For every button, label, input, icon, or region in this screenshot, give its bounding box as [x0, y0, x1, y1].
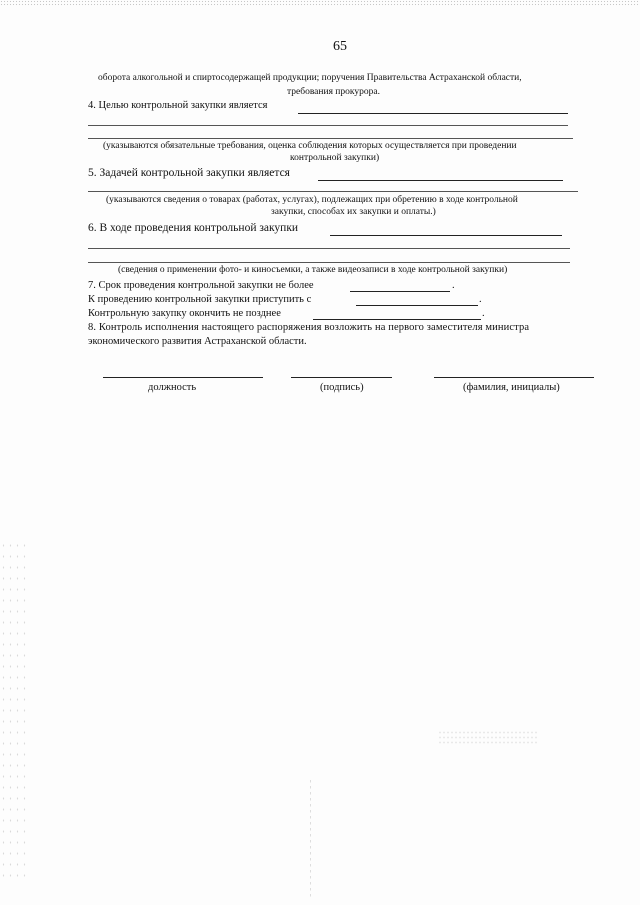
scan-artifact-line — [310, 780, 311, 900]
item-6-blank-line-2 — [88, 248, 570, 249]
name-label: (фамилия, инициалы) — [463, 382, 560, 393]
start-date-blank-line — [356, 305, 478, 306]
position-signature-line — [103, 377, 263, 378]
start-date-text: К проведению контрольной закупки приступить с — [88, 294, 312, 305]
page-number: 65 — [333, 39, 347, 54]
finish-date-text: Контрольную закупку окончить не позднее — [88, 308, 281, 319]
scan-artifact-left — [0, 540, 30, 880]
item-4-caption-line-1: (указываются обязательные требования, оценка соблюдения которых осуществляется при проведении — [103, 141, 517, 151]
signature-line — [291, 377, 392, 378]
item-8-line-2: экономического развития Астраханской области. — [88, 336, 307, 347]
position-label: должность — [148, 382, 197, 393]
item-5-caption-line-2: закупки, способах их закупки и оплаты.) — [271, 207, 436, 217]
item-4-blank-line-2 — [88, 125, 568, 126]
name-signature-line — [434, 377, 594, 378]
item-4-caption-line-2: контрольной закупки) — [290, 153, 380, 163]
item-6-blank-line — [330, 235, 562, 236]
item-5-blank-line — [318, 180, 563, 181]
finish-date-blank-line — [313, 319, 481, 320]
finish-date-end: . — [482, 308, 485, 319]
item-5-caption-line-1: (указываются сведения о товарах (работах, услугах), подлежащих при обретению в ходе контрольной — [106, 195, 518, 205]
item-6-label: 6. В ходе проведения контрольной закупки — [88, 222, 299, 234]
item-7-end: . — [452, 280, 455, 291]
intro-line-1: оборота алкогольной и спиртосодержащей продукции; поручения Правительства Астраханской области, — [98, 73, 522, 83]
scan-artifact-smudge — [438, 730, 538, 744]
item-5-label: 5. Задачей контрольной закупки является — [88, 167, 290, 179]
start-date-end: . — [479, 294, 482, 305]
item-7-text: 7. Срок проведения контрольной закупки не более — [88, 280, 314, 291]
item-6-blank-line-3 — [88, 262, 570, 263]
item-7-blank-line — [350, 291, 450, 292]
item-8-line-1: 8. Контроль исполнения настоящего распоряжения возложить на первого заместителя министра — [88, 322, 530, 333]
signature-label: (подпись) — [320, 382, 364, 393]
item-4-label: 4. Целью контрольной закупки является — [88, 100, 268, 111]
intro-line-2: требования прокурора. — [287, 87, 380, 97]
item-4-blank-line — [298, 113, 568, 114]
scan-artifact-top — [0, 0, 640, 6]
item-5-blank-line-2 — [88, 191, 578, 192]
item-4-blank-line-3 — [88, 138, 573, 139]
item-6-caption: (сведения о применении фото- и киносъемки, а также видеозаписи в ходе контрольной закупки) — [118, 265, 508, 275]
